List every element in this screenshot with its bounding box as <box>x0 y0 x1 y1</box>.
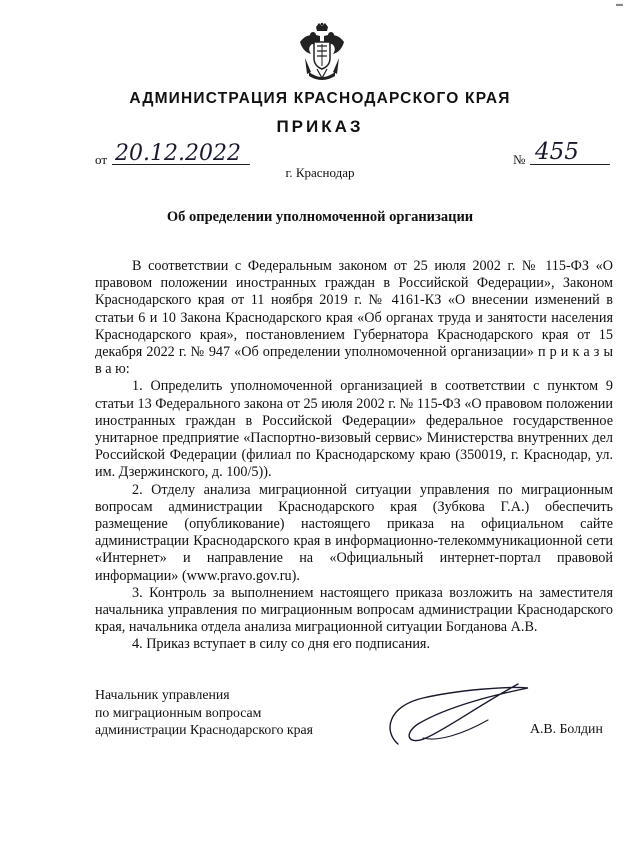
paragraph-item-2: 2. Отделу анализа миграционной ситуации управления по миграционным вопросам администрации Краснодарского края (Зубкова Г.А.) обеспечить размещение (опубликование) настоящего приказа на официальном сайте администрации Краснодарского края в информационно-телекоммуникационной сети «Интернет» и направление на «Официальный интернет-портал правовой информации» (www.pravo.gov.ru). <box>95 481 613 584</box>
paragraph-item-1: 1. Определить уполномоченной организацией в соответствии с пунктом 9 статьи 13 Федерального закона от 25 июля 2002 г. № 115-ФЗ «О правовом положении иностранных граждан в Российской Федерации» федеральное государственное унитарное предприятие «Паспортно-визовый сервис» Министерства внутренних дел Российской Федерации (филиал по Краснодарскому краю (350019, г. Краснодар, ул. им. Дзержинского, д. 100/5)). <box>95 378 613 481</box>
signatory-name: А.В. Болдин <box>530 721 603 736</box>
signatory-position <box>95 686 345 739</box>
handwritten-signature <box>378 676 543 756</box>
document-number: 455 <box>535 139 579 165</box>
document-title: Об определении уполномоченной организации <box>166 209 474 225</box>
document-type: ПРИКАЗ <box>276 117 364 136</box>
document-date: 20.12.2022 <box>115 141 241 166</box>
corner-mark: ▬ <box>616 0 623 8</box>
city: г. Краснодар <box>285 165 355 180</box>
paragraph-item-3: 3. Контроль за выполнением настоящего приказа возложить на заместителя начальника управления по миграционным вопросам администрации Краснодарского края, начальника отдела анализа миграционной ситуации Богданова А.В. <box>95 584 613 636</box>
signatory-position-line: по миграционным вопросам <box>95 704 262 720</box>
date-label: от <box>95 152 108 167</box>
organization-name: АДМИНИСТРАЦИЯ КРАСНОДАРСКОГО КРАЯ <box>129 90 511 107</box>
paragraph-item-4: 4. Приказ вступает в силу со дня его подписания. <box>132 636 430 653</box>
number-label: № <box>513 152 526 167</box>
signatory-position-line: Начальник управления <box>95 687 230 702</box>
paragraph-preamble: В соответствии с Федеральным законом от 25 июля 2002 г. № 115-ФЗ «О правовом положении иностранных граждан в Российской Федерации», Законом Краснодарского края от 11 ноября 2019 г. № 4161-КЗ «О внесении изменений в статьи 6 и 10 Закона Краснодарского края «Об органах труда и занятости населения Краснодарского края», постановлением Губернатора Краснодарского края от 15 декабря 2022 г. № 947 «Об определении уполномоченной организации» п р и к а з ы в а ю: <box>95 258 613 378</box>
coat-of-arms-icon <box>297 22 347 84</box>
signatory-position-line: администрации Краснодарского края <box>95 722 314 737</box>
document-body <box>95 258 613 654</box>
